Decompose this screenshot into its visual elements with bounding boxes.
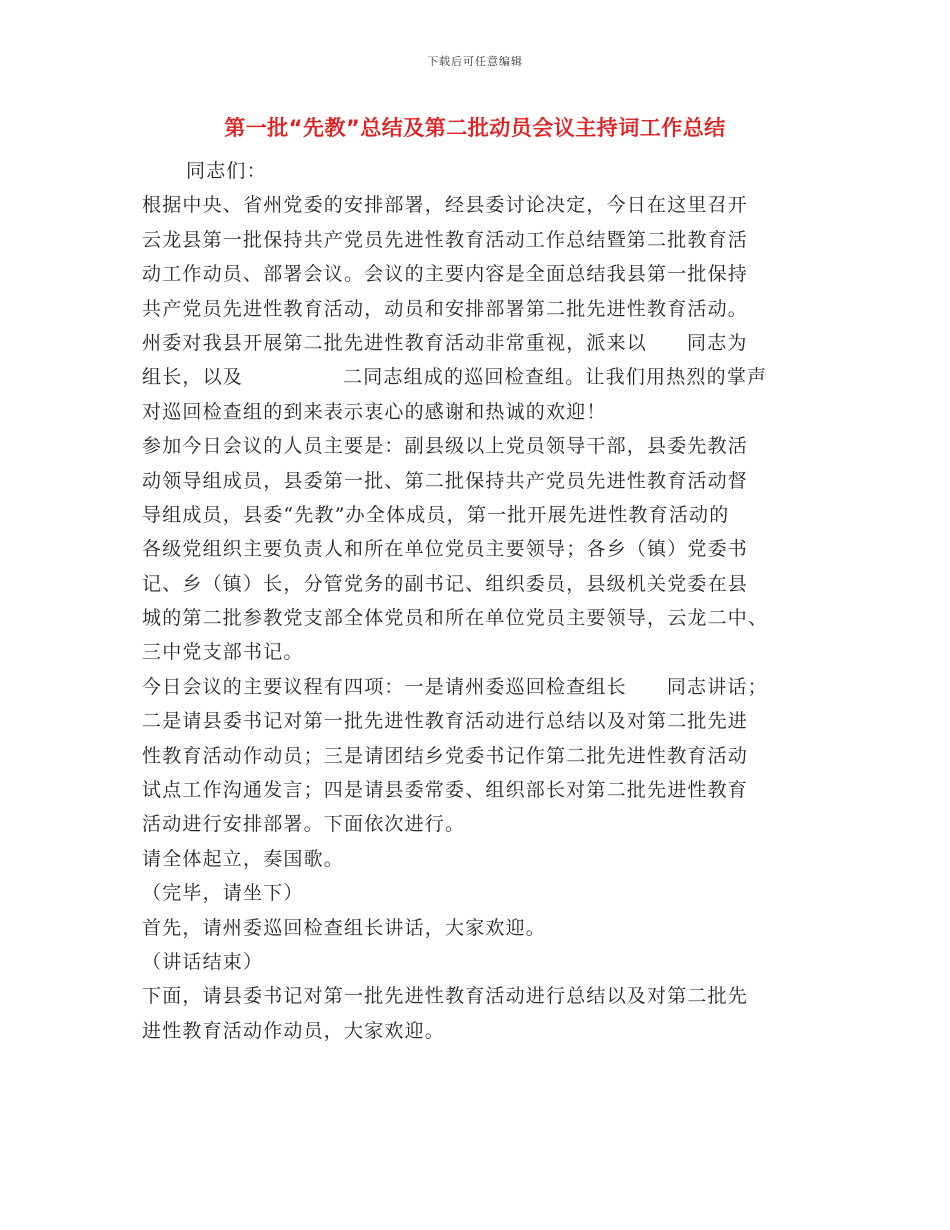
- body-line: 三中党支部书记。: [142, 641, 304, 664]
- body-line: 动工作动员、部署会议。会议的主要内容是全面总结我县第一批保持: [142, 263, 749, 286]
- body-text: 同志为: [687, 331, 748, 354]
- body-line: （讲话结束）: [142, 950, 264, 973]
- body-line: 对巡回检查组的到来表示衷心的感谢和热诚的欢迎！: [142, 400, 607, 423]
- body-line: [142, 326, 822, 360]
- body-line: 共产党员先进性教育活动，动员和安排部署第二批先进性教育活动。: [142, 297, 749, 320]
- body-line: 动领导组成员，县委第一批、第二批保持共产党员先进性教育活动督: [142, 469, 749, 492]
- greeting: 同志们：: [186, 160, 267, 182]
- body-line: [142, 360, 822, 394]
- body-line: 进性教育活动作动员，大家欢迎。: [142, 1019, 446, 1042]
- body-line: 各级党组织主要负责人和所在单位党员主要领导；各乡（镇）党委书: [142, 538, 749, 561]
- body-text: 组长，以及: [142, 366, 244, 389]
- document-title: 第一批“先教”总结及第二批动员会议主持词工作总结: [224, 116, 726, 140]
- body-line: 活动进行安排部署。下面依次进行。: [142, 813, 466, 836]
- body-line: 记、乡（镇）长，分管党务的副书记、组织委员，县级机关党委在县: [142, 572, 749, 595]
- body-line: 首先，请州委巡回检查组长讲话，大家欢迎。: [142, 916, 547, 939]
- body-text: 同志讲话；: [666, 675, 768, 698]
- body-line: 云龙县第一批保持共产党员先进性教育活动工作总结暨第二批教育活: [142, 228, 749, 251]
- body-line: 参加今日会议的人员主要是：副县级以上党员领导干部，县委先教活: [142, 435, 749, 458]
- body-text: 二同志组成的巡回检查组。让我们用热烈的掌声: [343, 366, 768, 389]
- body-line: 根据中央、省州党委的安排部署，经县委讨论决定，今日在这里召开: [142, 194, 749, 217]
- body-line: 下面，请县委书记对第一批先进性教育活动进行总结以及对第二批先: [142, 985, 749, 1008]
- body-line: 请全体起立，奏国歌。: [142, 847, 345, 870]
- body-line: 二是请县委书记对第一批先进性教育活动进行总结以及对第二批先进: [142, 710, 749, 733]
- body-line: 城的第二批参教党支部全体党员和所在单位党员主要领导，云龙二中、: [142, 607, 769, 630]
- body-line: 性教育活动作动员；三是请团结乡党委书记作第二批先进性教育活动: [142, 744, 749, 767]
- document-body: [142, 154, 822, 1048]
- body-line: [142, 670, 822, 704]
- header-note: 下载后可任意编辑: [427, 55, 523, 68]
- body-line: （完毕，请坐下）: [142, 882, 304, 905]
- body-line: 试点工作沟通发言；四是请县委常委、组织部长对第二批先进性教育: [142, 779, 749, 802]
- body-line: 导组成员，县委“先教”办全体成员，第一批开展先进性教育活动的: [142, 503, 730, 526]
- body-text: 今日会议的主要议程有四项：一是请州委巡回检查组长: [142, 675, 627, 698]
- body-text: 州委对我县开展第二批先进性教育活动非常重视，派来以: [142, 331, 648, 354]
